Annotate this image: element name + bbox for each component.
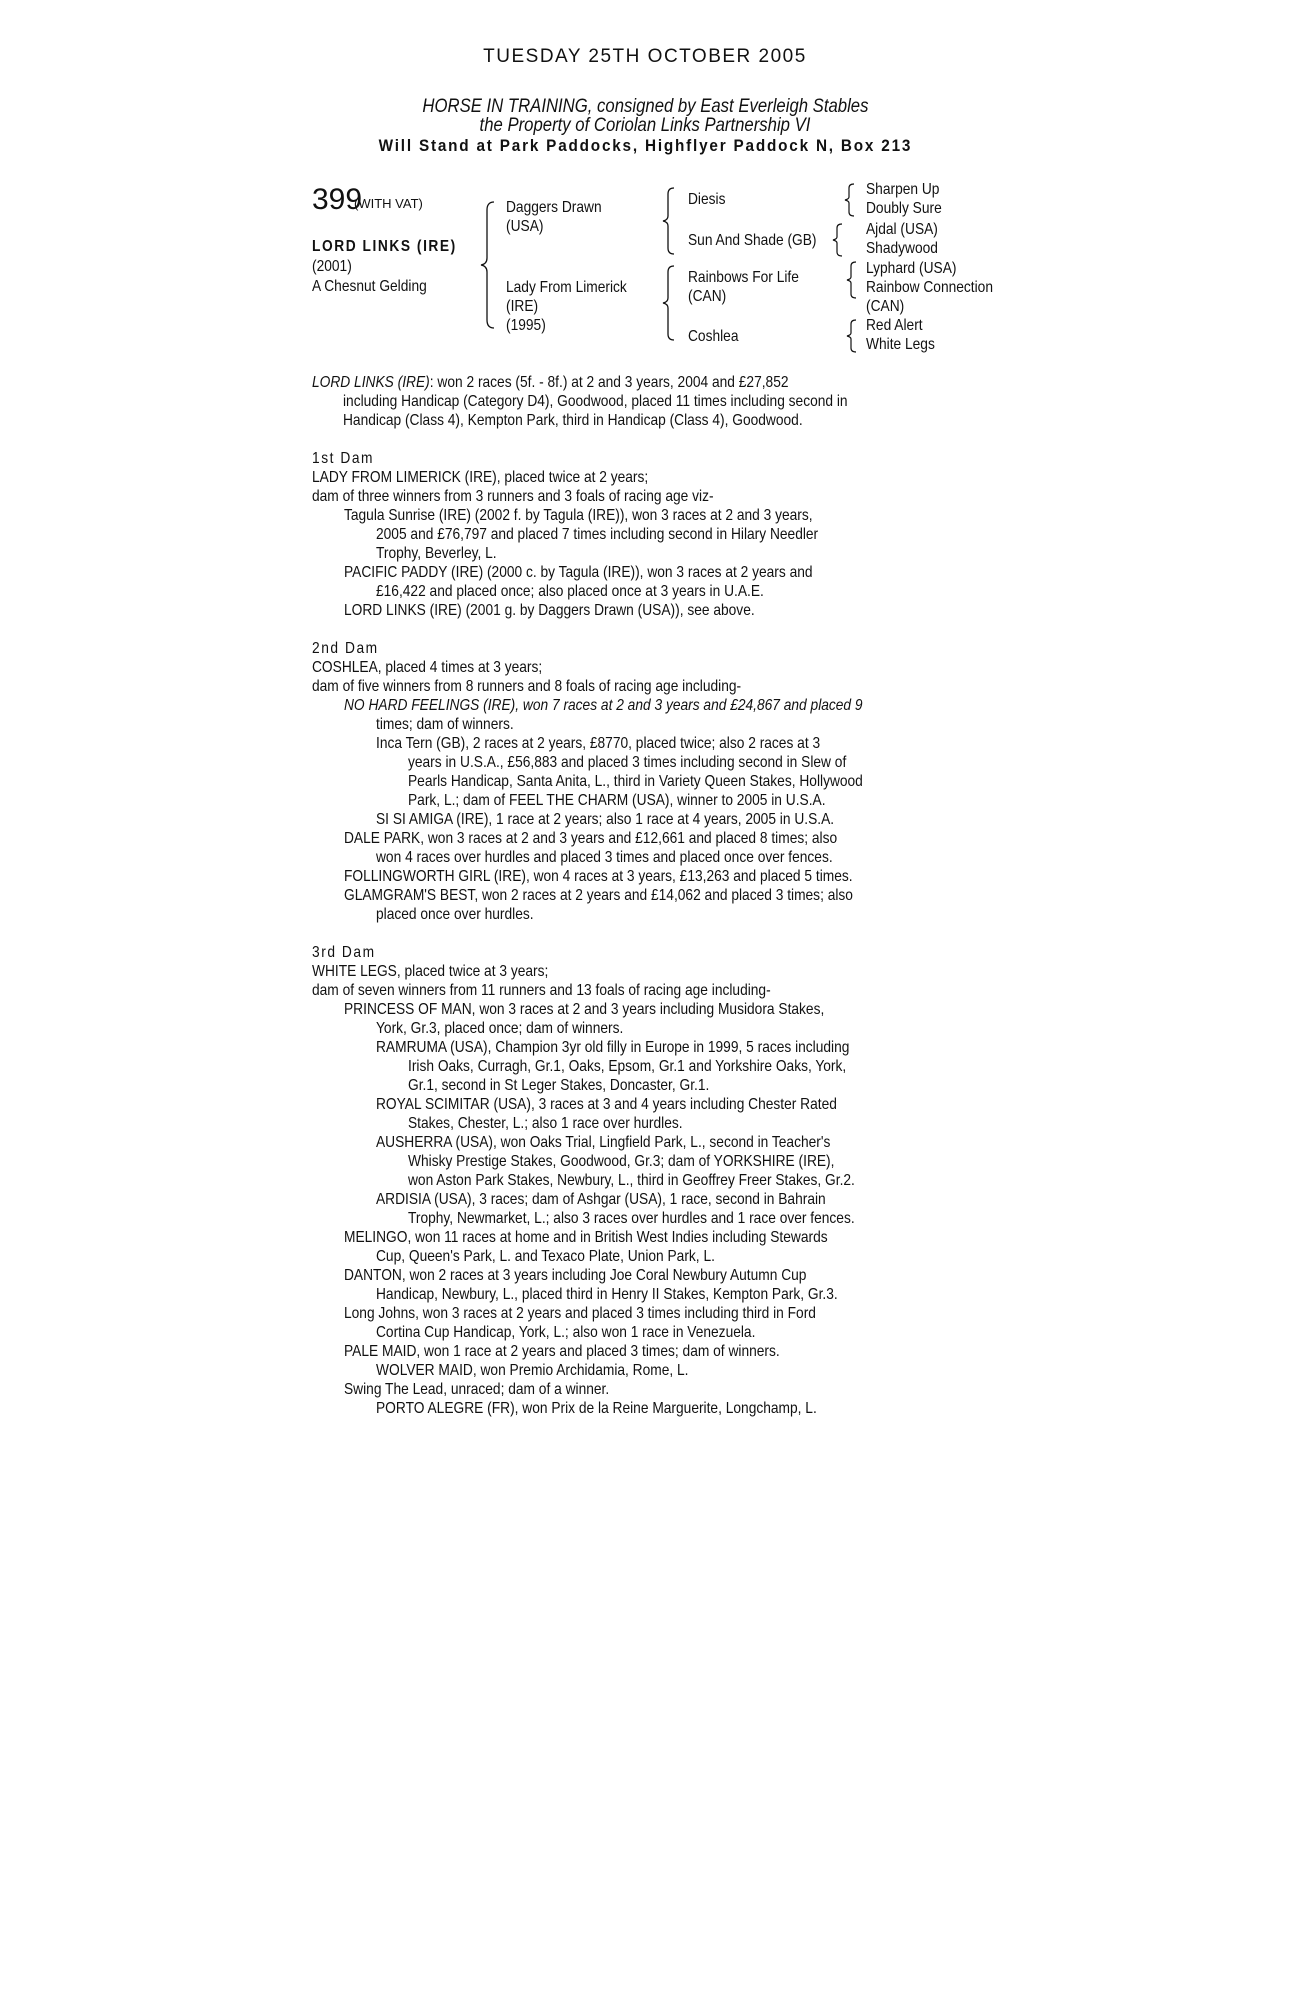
dam2-entry: years in U.S.A., £56,883 and placed 3 times including second in Slew of	[408, 754, 847, 771]
dam2-entry: NO HARD FEELINGS (IRE), won 7 races at 2 and 3 years and £24,867 and placed 9	[344, 697, 863, 714]
dam1-line: dam of three winners from 3 runners and 3 foals of racing age viz-	[312, 488, 714, 505]
pedigree-brace-g3	[846, 260, 862, 300]
summary-horse-name: LORD LINKS (IRE)	[312, 374, 430, 391]
dam2-line: COSHLEA, placed 4 times at 3 years;	[312, 659, 543, 676]
dam-name: Lady From Limerick	[506, 279, 627, 296]
g2-sire: Ajdal (USA)	[866, 221, 938, 238]
pedigree-brace-sire	[662, 186, 682, 256]
sale-date: TUESDAY 25TH OCTOBER 2005	[483, 46, 807, 67]
dam3-entry: Cup, Queen's Park, L. and Texaco Plate, Union Park, L.	[376, 1248, 715, 1265]
dam3-entry: Whisky Prestige Stakes, Goodwood, Gr.3; dam of YORKSHIRE (IRE),	[408, 1153, 835, 1170]
dam2-heading: 2nd Dam	[312, 640, 379, 657]
g4-sire: Red Alert	[866, 317, 923, 334]
pedigree-brace-g2	[832, 222, 848, 258]
dam2-entry: SI SI AMIGA (IRE), 1 race at 2 years; also 1 race at 4 years, 2005 in U.S.A.	[376, 811, 835, 828]
location-line: Will Stand at Park Paddocks, Highflyer Paddock N, Box 213	[378, 136, 912, 155]
dam-sire-country: (CAN)	[688, 288, 727, 305]
dam3-line: dam of seven winners from 11 runners and 13 foals of racing age including-	[312, 982, 771, 999]
sire-dam: Sun And Shade (GB)	[688, 232, 817, 249]
dam3-entry: Long Johns, won 3 races at 2 years and placed 3 times including third in Ford	[344, 1305, 816, 1322]
dam-dam: Coshlea	[688, 328, 739, 345]
dam3-entry: WOLVER MAID, won Premio Archidamia, Rome, L.	[376, 1362, 689, 1379]
g1-dam: Doubly Sure	[866, 200, 942, 217]
dam3-entry: Swing The Lead, unraced; dam of a winner.	[344, 1381, 610, 1398]
dam3-heading: 3rd Dam	[312, 944, 376, 961]
pedigree-brace-g1	[844, 182, 860, 218]
horse-name: LORD LINKS (IRE)	[312, 238, 457, 255]
dam1-entry: PACIFIC PADDY (IRE) (2000 c. by Tagula (IRE)), won 3 races at 2 years and	[344, 564, 813, 581]
dam3-entry: Stakes, Chester, L.; also 1 race over hurdles.	[408, 1115, 683, 1132]
dam2-line: dam of five winners from 8 runners and 8 foals of racing age including-	[312, 678, 742, 695]
dam3-entry: ROYAL SCIMITAR (USA), 3 races at 3 and 4 years including Chester Rated	[376, 1096, 837, 1113]
dam-sire: Rainbows For Life	[688, 269, 799, 286]
g3-dam-country: (CAN)	[866, 298, 905, 315]
dam3-line: WHITE LEGS, placed twice at 3 years;	[312, 963, 549, 980]
dam3-entry: Trophy, Newmarket, L.; also 3 races over hurdles and 1 race over fences.	[408, 1210, 855, 1227]
dam1-entry: Trophy, Beverley, L.	[376, 545, 497, 562]
g4-dam: White Legs	[866, 336, 935, 353]
dam2-entry: Park, L.; dam of FEEL THE CHARM (USA), winner to 2005 in U.S.A.	[408, 792, 826, 809]
horse-year: (2001)	[312, 258, 352, 275]
dam2-entry: DALE PARK, won 3 races at 2 and 3 years and £12,661 and placed 8 times; also	[344, 830, 838, 847]
summary-line-1: LORD LINKS (IRE): won 2 races (5f. - 8f.) at 2 and 3 years, 2004 and £27,852	[312, 374, 789, 391]
summary-line-2: including Handicap (Category D4), Goodwood, placed 11 times including second in	[343, 393, 848, 410]
dam1-line: LADY FROM LIMERICK (IRE), placed twice at 2 years;	[312, 469, 649, 486]
dam3-entry: PRINCESS OF MAN, won 3 races at 2 and 3 years including Musidora Stakes,	[344, 1001, 825, 1018]
dam-country: (IRE)	[506, 298, 539, 315]
dam3-entry: RAMRUMA (USA), Champion 3yr old filly in Europe in 1999, 5 races including	[376, 1039, 850, 1056]
g1-sire: Sharpen Up	[866, 181, 940, 198]
pedigree-brace-g4	[846, 318, 862, 354]
dam3-entry: MELINGO, won 11 races at home and in British West Indies including Stewards	[344, 1229, 828, 1246]
dam3-entry: ARDISIA (USA), 3 races; dam of Ashgar (USA), 1 race, second in Bahrain	[376, 1191, 826, 1208]
dam2-entry: won 4 races over hurdles and placed 3 times and placed once over fences.	[376, 849, 833, 866]
dam2-entry: times; dam of winners.	[376, 716, 514, 733]
dam1-entry: Tagula Sunrise (IRE) (2002 f. by Tagula (IRE)), won 3 races at 2 and 3 years,	[344, 507, 813, 524]
dam-year: (1995)	[506, 317, 546, 334]
sire-country: (USA)	[506, 218, 544, 235]
dam1-entry: £16,422 and placed once; also placed once at 3 years in U.A.E.	[376, 583, 764, 600]
dam2-entry: FOLLINGWORTH GIRL (IRE), won 4 races at 3 years, £13,263 and placed 5 times.	[344, 868, 853, 885]
dam2-entry: placed once over hurdles.	[376, 906, 534, 923]
pedigree-brace-dam	[662, 264, 682, 344]
lot-vat: (WITH VAT)	[354, 196, 423, 211]
lot-number: 399	[312, 183, 363, 216]
dam3-entry: won Aston Park Stakes, Newbury, L., third in Geoffrey Freer Stakes, Gr.2.	[408, 1172, 855, 1189]
dam3-entry: DANTON, won 2 races at 3 years including Joe Coral Newbury Autumn Cup	[344, 1267, 807, 1284]
dam3-entry: Irish Oaks, Curragh, Gr.1, Oaks, Epsom, Gr.1 and Yorkshire Oaks, York,	[408, 1058, 847, 1075]
dam1-entry: LORD LINKS (IRE) (2001 g. by Daggers Drawn (USA)), see above.	[344, 602, 755, 619]
dam3-entry: AUSHERRA (USA), won Oaks Trial, Lingfield Park, L., second in Teacher's	[376, 1134, 831, 1151]
dam3-entry: Gr.1, second in St Leger Stakes, Doncaster, Gr.1.	[408, 1077, 710, 1094]
dam2-entry: Pearls Handicap, Santa Anita, L., third in Variety Queen Stakes, Hollywood	[408, 773, 863, 790]
consignor-line: HORSE IN TRAINING, consigned by East Everleigh Stables	[421, 96, 869, 117]
g3-dam: Rainbow Connection	[866, 279, 993, 296]
dam1-heading: 1st Dam	[312, 450, 375, 467]
dam3-entry: Cortina Cup Handicap, York, L.; also won 1 race in Venezuela.	[376, 1324, 756, 1341]
property-line: the Property of Coriolan Links Partnership VI	[479, 115, 811, 136]
dam3-entry: York, Gr.3, placed once; dam of winners.	[376, 1020, 624, 1037]
dam2-entry: Inca Tern (GB), 2 races at 2 years, £8770, placed twice; also 2 races at 3	[376, 735, 821, 752]
dam2-entry: GLAMGRAM'S BEST, won 2 races at 2 years and £14,062 and placed 3 times; also	[344, 887, 853, 904]
sire-name: Daggers Drawn	[506, 199, 602, 216]
horse-description: A Chesnut Gelding	[312, 278, 427, 295]
g2-dam: Shadywood	[866, 240, 938, 257]
summary-line-3: Handicap (Class 4), Kempton Park, third in Handicap (Class 4), Goodwood.	[343, 412, 803, 429]
dam3-entry: PORTO ALEGRE (FR), won Prix de la Reine Marguerite, Longchamp, L.	[376, 1400, 817, 1417]
dam3-entry: Handicap, Newbury, L., placed third in Henry II Stakes, Kempton Park, Gr.3.	[376, 1286, 838, 1303]
sire-sire: Diesis	[688, 191, 726, 208]
g3-sire: Lyphard (USA)	[866, 260, 957, 277]
dam3-entry: PALE MAID, won 1 race at 2 years and placed 3 times; dam of winners.	[344, 1343, 780, 1360]
dam1-entry: 2005 and £76,797 and placed 7 times including second in Hilary Needler	[376, 526, 819, 543]
